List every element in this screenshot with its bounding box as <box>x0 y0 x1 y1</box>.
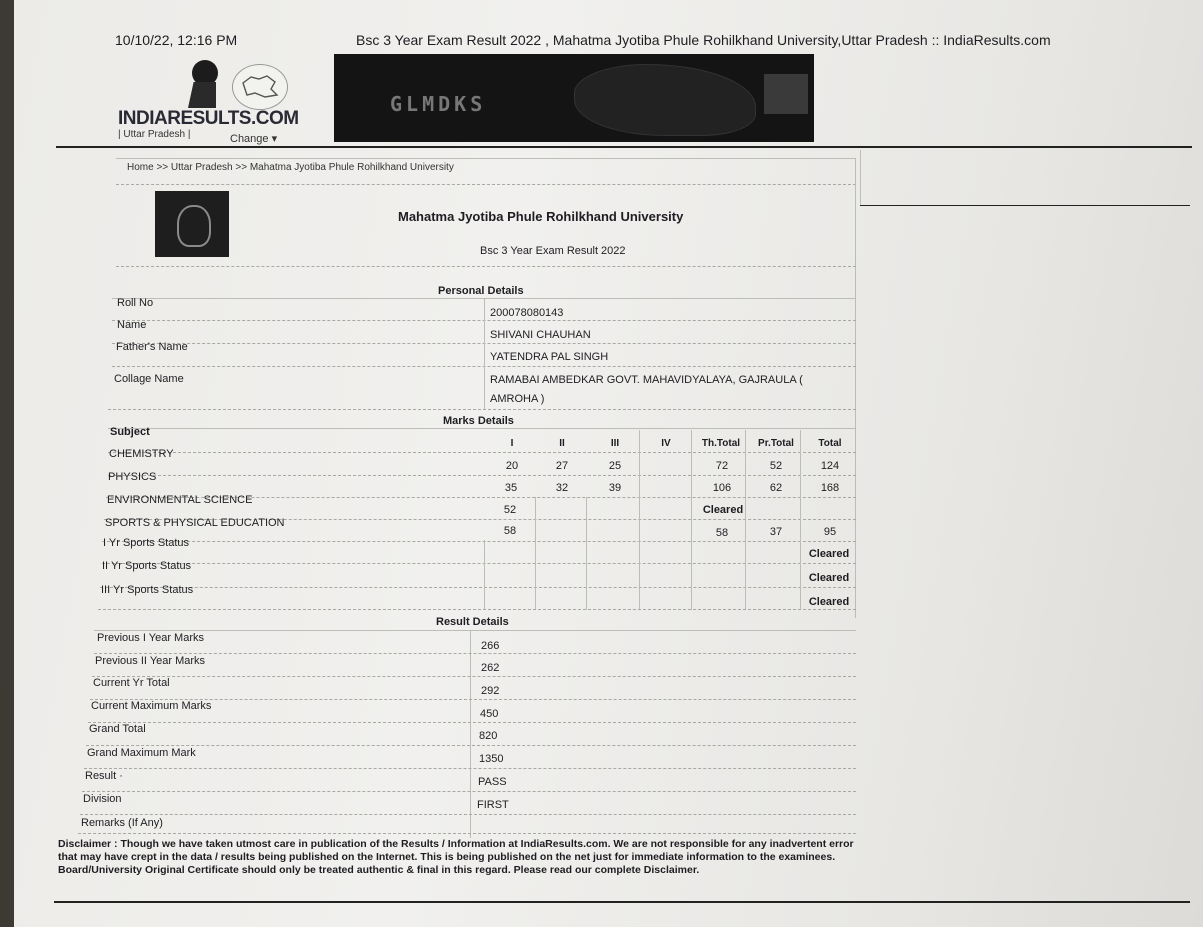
personal-details-heading: Personal Details <box>438 285 524 297</box>
result-value: PASS <box>478 776 507 788</box>
table-cell: 124 <box>820 460 840 472</box>
change-region-link[interactable]: Change ▾ <box>230 133 278 145</box>
table-cell: 25 <box>608 460 622 472</box>
grand-total-label: Grand Total <box>89 723 146 735</box>
column-divider <box>484 540 485 610</box>
result-details-heading: Result Details <box>436 616 509 628</box>
table-cell: 168 <box>820 482 840 494</box>
row-border <box>108 428 856 429</box>
content-right-border <box>855 158 856 618</box>
person-body-icon <box>188 82 216 108</box>
column-divider <box>639 430 640 610</box>
row-border <box>80 814 856 815</box>
roll-no-label: Roll No <box>117 297 154 309</box>
college-name-value-cont: AMROHA ) <box>490 393 545 405</box>
divider <box>116 184 856 185</box>
print-datetime: 10/10/22, 12:16 PM <box>115 32 238 48</box>
row-border <box>88 722 856 723</box>
table-cell: 27 <box>555 460 569 472</box>
prev-year2-label: Previous II Year Marks <box>95 655 206 667</box>
table-cell: 95 <box>823 526 837 538</box>
table-cell: Cleared <box>702 504 744 516</box>
subject-sports: SPORTS & PHYSICAL EDUCATION <box>105 517 285 529</box>
right-panel-border <box>860 150 861 206</box>
name-value: SHIVANI CHAUHAN <box>490 329 591 341</box>
table-cell: Cleared <box>808 596 850 608</box>
table-cell: Cleared <box>808 572 850 584</box>
page-edge <box>0 0 14 927</box>
col-header-total: Total <box>818 438 842 449</box>
breadcrumb[interactable]: Home >> Uttar Pradesh >> Mahatma Jyotiba Phule Rohilkhand University <box>127 162 454 173</box>
table-cell: Cleared <box>808 548 850 560</box>
grand-max-label: Grand Maximum Mark <box>87 747 196 759</box>
row-border <box>108 409 856 410</box>
division-value: FIRST <box>477 799 509 811</box>
table-cell: 52 <box>769 460 783 472</box>
banner-side-image <box>764 74 808 114</box>
page-title: Bsc 3 Year Exam Result 2022 , Mahatma Jyotiba Phule Rohilkhand University,Uttar Pradesh :: IndiaResults.com <box>356 32 1051 48</box>
table-cell: 58 <box>503 525 517 537</box>
table-cell: 58 <box>715 527 729 539</box>
col-header-i: I <box>510 438 514 449</box>
column-divider <box>470 630 471 838</box>
prev-year2-value: 262 <box>481 662 500 674</box>
subject-header: Subject <box>110 426 150 438</box>
row-border <box>108 452 856 453</box>
divider <box>116 266 856 267</box>
row-border <box>100 587 856 588</box>
roll-no-value: 200078080143 <box>490 307 564 319</box>
current-max-value: 450 <box>480 708 499 720</box>
table-cell: 72 <box>715 460 729 472</box>
table-cell: 52 <box>503 504 517 516</box>
column-divider <box>800 430 801 610</box>
content-top-border <box>116 158 856 159</box>
grand-total-value: 820 <box>479 730 498 742</box>
remarks-label: Remarks (If Any) <box>81 817 163 829</box>
sports-status-yr1: I Yr Sports Status <box>103 537 190 549</box>
advert-banner[interactable] <box>334 54 814 142</box>
father-name-label: Father's Name <box>116 341 188 353</box>
exam-name: Bsc 3 Year Exam Result 2022 <box>480 245 626 257</box>
table-cell: 35 <box>504 482 518 494</box>
state-map-icon <box>232 64 288 110</box>
result-label: Result · <box>85 770 123 782</box>
banner-car-image <box>574 64 756 136</box>
sports-status-yr3: III Yr Sports Status <box>101 584 194 596</box>
marks-details-heading: Marks Details <box>443 415 514 427</box>
banner-text: GLMDKS <box>390 92 487 116</box>
row-border <box>92 676 856 677</box>
column-divider <box>745 430 746 610</box>
column-divider <box>484 298 485 410</box>
logo-wordmark: INDIARESULTS.COM <box>118 108 299 129</box>
row-border <box>78 833 856 834</box>
col-header-iv: IV <box>661 438 671 449</box>
sports-status-yr2: II Yr Sports Status <box>102 560 192 572</box>
col-header-pr-total: Pr.Total <box>758 438 794 449</box>
subject-physics: PHYSICS <box>108 471 157 483</box>
col-header-iii: III <box>610 438 620 449</box>
prev-year1-label: Previous I Year Marks <box>97 632 204 644</box>
column-divider <box>586 497 587 610</box>
row-border <box>102 541 856 542</box>
current-max-label: Current Maximum Marks <box>91 700 212 712</box>
division-label: Division <box>83 793 122 805</box>
column-divider <box>691 430 692 610</box>
university-name: Mahatma Jyotiba Phule Rohilkhand University <box>398 209 684 224</box>
row-border <box>94 653 856 654</box>
disclaimer-text: Disclaimer : Though we have taken utmost care in publication of the Results / Information at IndiaResults.com. We are not responsible for any inadvertent error that may have crept in the data / results being published on the Internet. This is being published on the net just for immediate information to the examinees. Board/University Original Certificate should only be treated authentic & final in this regard. Please read our complete Disclaimer. <box>58 838 854 876</box>
row-border <box>102 563 856 564</box>
right-panel-rule <box>860 205 1190 206</box>
subject-chemistry: CHEMISTRY <box>109 448 174 460</box>
university-emblem-icon <box>155 191 229 257</box>
college-name-value: RAMABAI AMBEDKAR GOVT. MAHAVIDYALAYA, GAJRAULA ( <box>490 374 803 386</box>
current-total-value: 292 <box>481 685 500 697</box>
table-cell: 62 <box>769 482 783 494</box>
prev-year1-value: 266 <box>481 640 500 652</box>
region-label: | Uttar Pradesh | <box>118 129 191 140</box>
table-cell: 20 <box>505 460 519 472</box>
row-border <box>94 630 856 631</box>
subject-environmental-science: ENVIRONMENTAL SCIENCE <box>107 494 253 506</box>
row-border <box>108 475 856 476</box>
col-header-ii: II <box>559 438 565 449</box>
col-header-th-total: Th.Total <box>701 438 741 449</box>
table-cell: 39 <box>608 482 622 494</box>
grand-max-value: 1350 <box>479 753 504 765</box>
footer-rule <box>54 901 1190 903</box>
indiaresults-logo[interactable] <box>118 60 298 150</box>
current-total-label: Current Yr Total <box>93 677 170 689</box>
column-divider <box>535 497 536 610</box>
table-cell: 106 <box>712 482 732 494</box>
college-name-label: Collage Name <box>114 373 184 385</box>
row-border <box>86 745 856 746</box>
row-border <box>98 609 856 610</box>
father-name-value: YATENDRA PAL SINGH <box>490 351 609 363</box>
header-rule <box>56 146 1192 148</box>
table-cell: 32 <box>555 482 569 494</box>
name-label: Name <box>117 319 147 331</box>
row-border <box>84 768 856 769</box>
row-border <box>82 791 856 792</box>
table-cell: 37 <box>769 526 783 538</box>
